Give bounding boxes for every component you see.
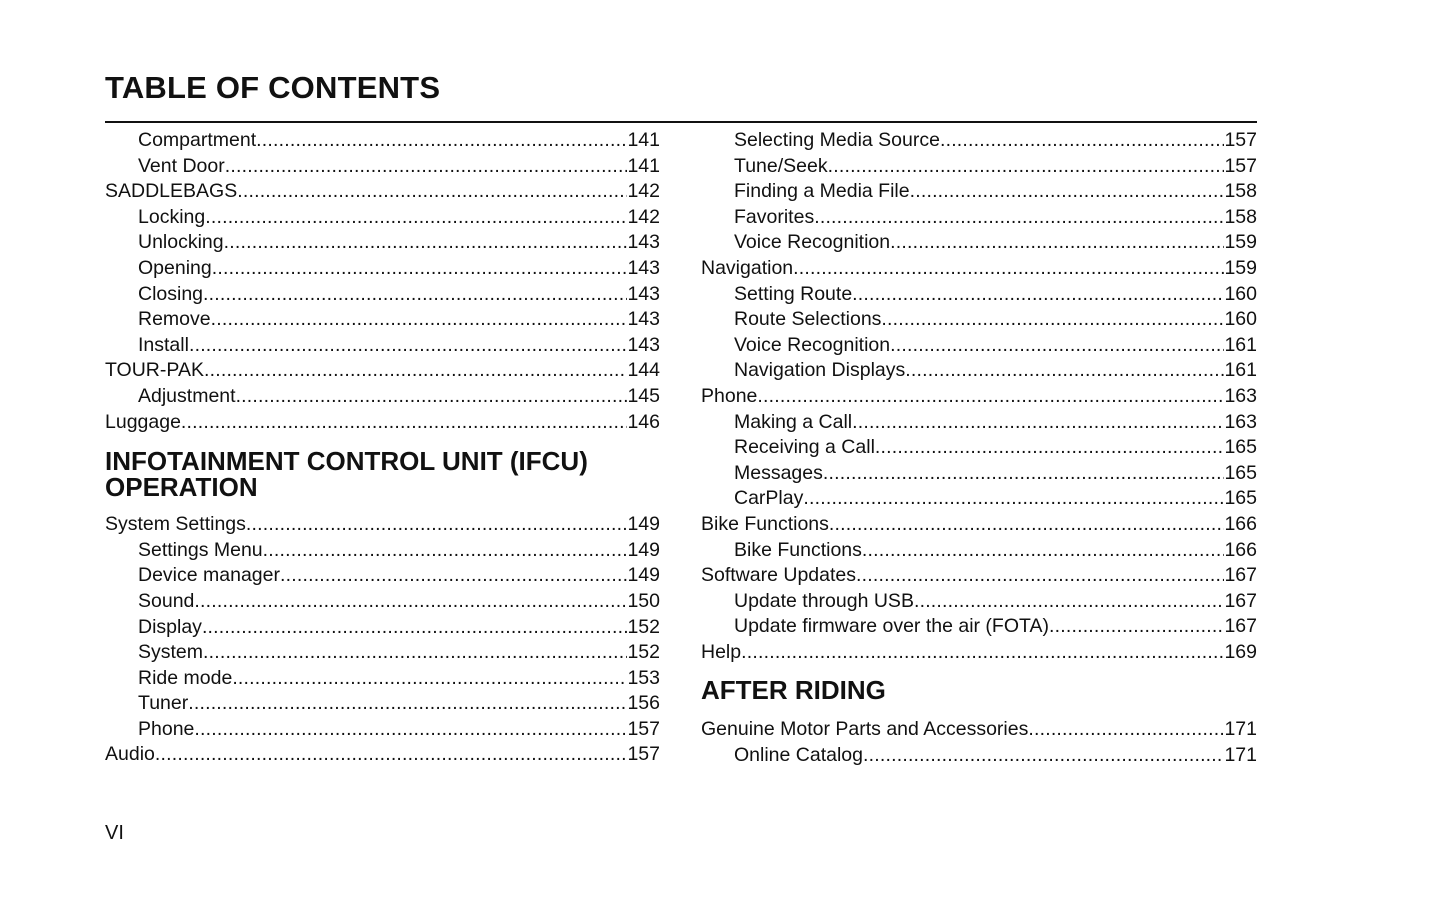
toc-entry-page: 143 <box>627 231 660 254</box>
toc-entry-page: 165 <box>1224 436 1257 459</box>
toc-entry-label: Remove <box>138 308 211 331</box>
toc-entry[interactable] <box>105 282 660 308</box>
toc-entry-page: 142 <box>627 205 660 228</box>
toc-entry-page: 171 <box>1224 718 1257 741</box>
toc-entry-label: Navigation <box>701 256 794 279</box>
dot-leader <box>914 589 1225 615</box>
dot-leader <box>890 333 1224 359</box>
toc-entry-label: Phone <box>701 384 758 407</box>
toc-entry[interactable] <box>105 154 660 180</box>
toc-entry-page: 161 <box>1224 359 1257 382</box>
toc-entry-page: 152 <box>627 641 660 664</box>
toc-entry-label: Vent Door <box>138 154 225 177</box>
dot-leader <box>803 486 1224 512</box>
toc-entry-label: System Settings <box>105 513 246 536</box>
toc-entry[interactable] <box>105 589 660 615</box>
page-title: TABLE OF CONTENTS <box>105 70 441 105</box>
toc-entry-label: CarPlay <box>734 487 804 510</box>
toc-entry[interactable] <box>105 563 660 589</box>
section-heading-line: INFOTAINMENT CONTROL UNIT (IFCU) <box>105 446 588 477</box>
dot-leader <box>905 358 1224 384</box>
toc-entry-page: 160 <box>1224 308 1257 331</box>
toc-entry-label: Audio <box>105 743 155 766</box>
toc-entry-label: Unlocking <box>138 231 224 254</box>
toc-entry[interactable] <box>105 358 660 384</box>
dot-leader <box>202 615 628 641</box>
dot-leader <box>203 640 627 666</box>
toc-entry[interactable] <box>701 435 1257 461</box>
toc-entry-label: Adjustment <box>138 384 236 407</box>
toc-column-right <box>701 128 1257 769</box>
toc-entry-label: Settings Menu <box>138 538 263 561</box>
toc-entry-page: 144 <box>627 359 660 382</box>
dot-leader <box>155 742 628 768</box>
dot-leader <box>280 563 627 589</box>
toc-entry-label: Device manager <box>138 564 280 587</box>
dot-leader <box>940 128 1225 154</box>
toc-entry-page: 159 <box>1224 231 1257 254</box>
dot-leader <box>237 179 627 205</box>
toc-entry-label: Locking <box>138 205 206 228</box>
dot-leader <box>852 410 1224 436</box>
dot-leader <box>741 640 1224 666</box>
toc-entry-label: Online Catalog <box>734 744 863 767</box>
toc-entry-page: 159 <box>1224 256 1257 279</box>
toc-entry-label: Bike Functions <box>734 538 862 561</box>
toc-entry[interactable] <box>105 256 660 282</box>
dot-leader <box>232 666 627 692</box>
toc-entry-label: Favorites <box>734 205 815 228</box>
toc-entry[interactable] <box>701 589 1257 615</box>
toc-entry-page: 167 <box>1224 564 1257 587</box>
toc-entry-label: Setting Route <box>734 282 853 305</box>
dot-leader <box>256 128 627 154</box>
toc-entry[interactable] <box>701 154 1257 180</box>
toc-entry-label: Luggage <box>105 410 181 433</box>
toc-entry-label: Phone <box>138 717 195 740</box>
toc-entry-page: 165 <box>1224 461 1257 484</box>
dot-leader <box>194 717 627 743</box>
toc-entry[interactable] <box>701 640 1257 666</box>
toc-entry[interactable] <box>701 282 1257 308</box>
toc-entry-page: 142 <box>627 180 660 203</box>
dot-leader <box>189 333 628 359</box>
dot-leader <box>875 435 1225 461</box>
dot-leader <box>1049 614 1224 640</box>
toc-entry-label: Receiving a Call <box>734 436 875 459</box>
dot-leader <box>862 538 1225 564</box>
toc-entry-label: Selecting Media Source <box>734 129 940 151</box>
toc-entry[interactable] <box>701 205 1257 231</box>
toc-entry-page: 166 <box>1224 538 1257 561</box>
toc-entry[interactable] <box>701 307 1257 333</box>
toc-entry[interactable] <box>701 486 1257 512</box>
toc-entry[interactable] <box>701 563 1257 589</box>
toc-entry-page: 169 <box>1224 640 1257 663</box>
toc-entry-label: Sound <box>138 589 195 612</box>
dot-leader <box>205 205 627 231</box>
dot-leader <box>881 307 1224 333</box>
toc-column-left <box>105 128 660 768</box>
toc-entry[interactable] <box>701 461 1257 487</box>
toc-entry-page: 158 <box>1224 180 1257 203</box>
toc-entry-page: 143 <box>627 282 660 305</box>
toc-entry[interactable] <box>701 384 1257 410</box>
dot-leader <box>1028 717 1224 743</box>
toc-entry[interactable] <box>105 410 660 436</box>
toc-entry-page: 143 <box>627 308 660 331</box>
toc-entry-page: 149 <box>627 513 660 536</box>
dot-leader <box>856 563 1224 589</box>
toc-entry-label: Messages <box>734 461 823 484</box>
toc-entry-page: 146 <box>627 410 660 433</box>
section-heading-line: AFTER RIDING <box>701 675 886 706</box>
section-heading-line: OPERATION <box>105 472 258 503</box>
toc-entry-page: 157 <box>1224 154 1257 177</box>
toc-entry[interactable] <box>701 358 1257 384</box>
toc-entry-page: 153 <box>627 666 660 689</box>
title-divider <box>105 121 1257 123</box>
toc-entry[interactable] <box>701 717 1257 743</box>
dot-leader <box>829 512 1225 538</box>
toc-entry-page: 149 <box>627 538 660 561</box>
toc-entry-label: Finding a Media File <box>734 180 910 203</box>
toc-entry-page: 145 <box>627 384 660 407</box>
toc-entry-label: Bike Functions <box>701 512 829 535</box>
toc-entry[interactable] <box>701 333 1257 359</box>
toc-entry-page: 157 <box>1224 129 1257 151</box>
dot-leader <box>852 282 1224 308</box>
toc-entry-label: Software Updates <box>701 564 857 587</box>
toc-entry-page: 163 <box>1224 410 1257 433</box>
toc-entry-label: Closing <box>138 282 204 305</box>
dot-leader <box>263 538 628 564</box>
toc-entry-page: 166 <box>1224 512 1257 535</box>
toc-entry-page: 150 <box>627 589 660 612</box>
dot-leader <box>224 230 628 256</box>
toc-entry-label: Route Selections <box>734 308 882 331</box>
toc-entry[interactable] <box>701 256 1257 282</box>
toc-entry-page: 149 <box>627 564 660 587</box>
dot-leader <box>246 512 628 538</box>
toc-entry[interactable] <box>105 691 660 717</box>
dot-leader <box>204 358 627 384</box>
dot-leader <box>814 205 1224 231</box>
toc-entry[interactable] <box>701 512 1257 538</box>
dot-leader <box>910 179 1225 205</box>
toc-entry[interactable] <box>105 205 660 231</box>
toc-entry-page: 157 <box>627 743 660 766</box>
toc-entry[interactable] <box>105 179 660 205</box>
toc-entry[interactable] <box>701 128 1257 154</box>
page-number: VI <box>105 822 124 844</box>
toc-entry-page: 157 <box>627 717 660 740</box>
toc-entry[interactable] <box>105 333 660 359</box>
toc-entry-page: 167 <box>1224 589 1257 612</box>
toc-entry[interactable] <box>105 717 660 743</box>
toc-entry-label: Install <box>138 333 189 356</box>
toc-entry-label: Voice Recognition <box>734 333 891 356</box>
dot-leader <box>212 256 628 282</box>
toc-entry[interactable] <box>105 640 660 666</box>
toc-entry-page: 165 <box>1224 487 1257 510</box>
toc-entry[interactable] <box>105 230 660 256</box>
dot-leader <box>203 282 627 308</box>
dot-leader <box>194 589 627 615</box>
dot-leader <box>188 691 627 717</box>
toc-entry[interactable] <box>105 384 660 410</box>
section-heading <box>105 446 660 503</box>
toc-entry-label: TOUR-PAK <box>105 359 204 382</box>
dot-leader <box>225 154 628 180</box>
toc-entry[interactable] <box>105 538 660 564</box>
toc-entry-page: 152 <box>627 615 660 638</box>
dot-leader <box>823 461 1225 487</box>
toc-entry-label: System <box>138 641 204 664</box>
toc-entry-page: 167 <box>1224 615 1257 638</box>
toc-entry-page: 143 <box>627 256 660 279</box>
toc-entry-label: Navigation Displays <box>734 359 906 382</box>
toc-entry[interactable] <box>701 614 1257 640</box>
toc-entry-label: Genuine Motor Parts and Accessories <box>701 718 1029 741</box>
toc-entry[interactable] <box>105 512 660 538</box>
dot-leader <box>211 307 628 333</box>
toc-entry-page: 161 <box>1224 333 1257 356</box>
toc-entry-page: 156 <box>627 692 660 715</box>
toc-entry[interactable] <box>105 666 660 692</box>
dot-leader <box>890 230 1224 256</box>
toc-entry[interactable] <box>105 128 660 154</box>
toc-entry-page: 171 <box>1224 744 1257 767</box>
section-heading <box>701 675 1257 706</box>
toc-entry[interactable] <box>105 742 660 768</box>
toc-entry-label: Tune/Seek <box>734 154 828 177</box>
toc-entry-label: Tuner <box>138 692 189 715</box>
toc-entry-page: 141 <box>627 129 660 151</box>
toc-entry[interactable] <box>701 743 1257 769</box>
toc-entry-page: 158 <box>1224 205 1257 228</box>
toc-entry[interactable] <box>701 410 1257 436</box>
dot-leader <box>828 154 1225 180</box>
toc-entry-label: Help <box>701 640 742 663</box>
toc-entry-label: Compartment <box>138 129 257 151</box>
toc-entry-label: Making a Call <box>734 410 853 433</box>
dot-leader <box>863 743 1224 769</box>
toc-entry-page: 163 <box>1224 384 1257 407</box>
toc-entry[interactable] <box>701 179 1257 205</box>
toc-entry-label: Update firmware over the air (FOTA) <box>734 615 1049 638</box>
toc-entry-label: Display <box>138 615 202 638</box>
toc-entry-page: 141 <box>627 154 660 177</box>
toc-entry-label: Ride mode <box>138 666 233 689</box>
dot-leader <box>181 410 628 436</box>
dot-leader <box>757 384 1224 410</box>
dot-leader <box>236 384 628 410</box>
toc-entry-label: Opening <box>138 256 212 279</box>
toc-entry[interactable] <box>701 538 1257 564</box>
toc-entry-label: Voice Recognition <box>734 231 891 254</box>
toc-entry-page: 143 <box>627 333 660 356</box>
toc-entry-page: 160 <box>1224 282 1257 305</box>
toc-entry-label: Update through USB <box>734 589 914 612</box>
dot-leader <box>793 256 1224 282</box>
toc-entry[interactable] <box>701 230 1257 256</box>
toc-entry[interactable] <box>105 307 660 333</box>
toc-entry[interactable] <box>105 615 660 641</box>
toc-entry-label: SADDLEBAGS <box>105 180 238 203</box>
